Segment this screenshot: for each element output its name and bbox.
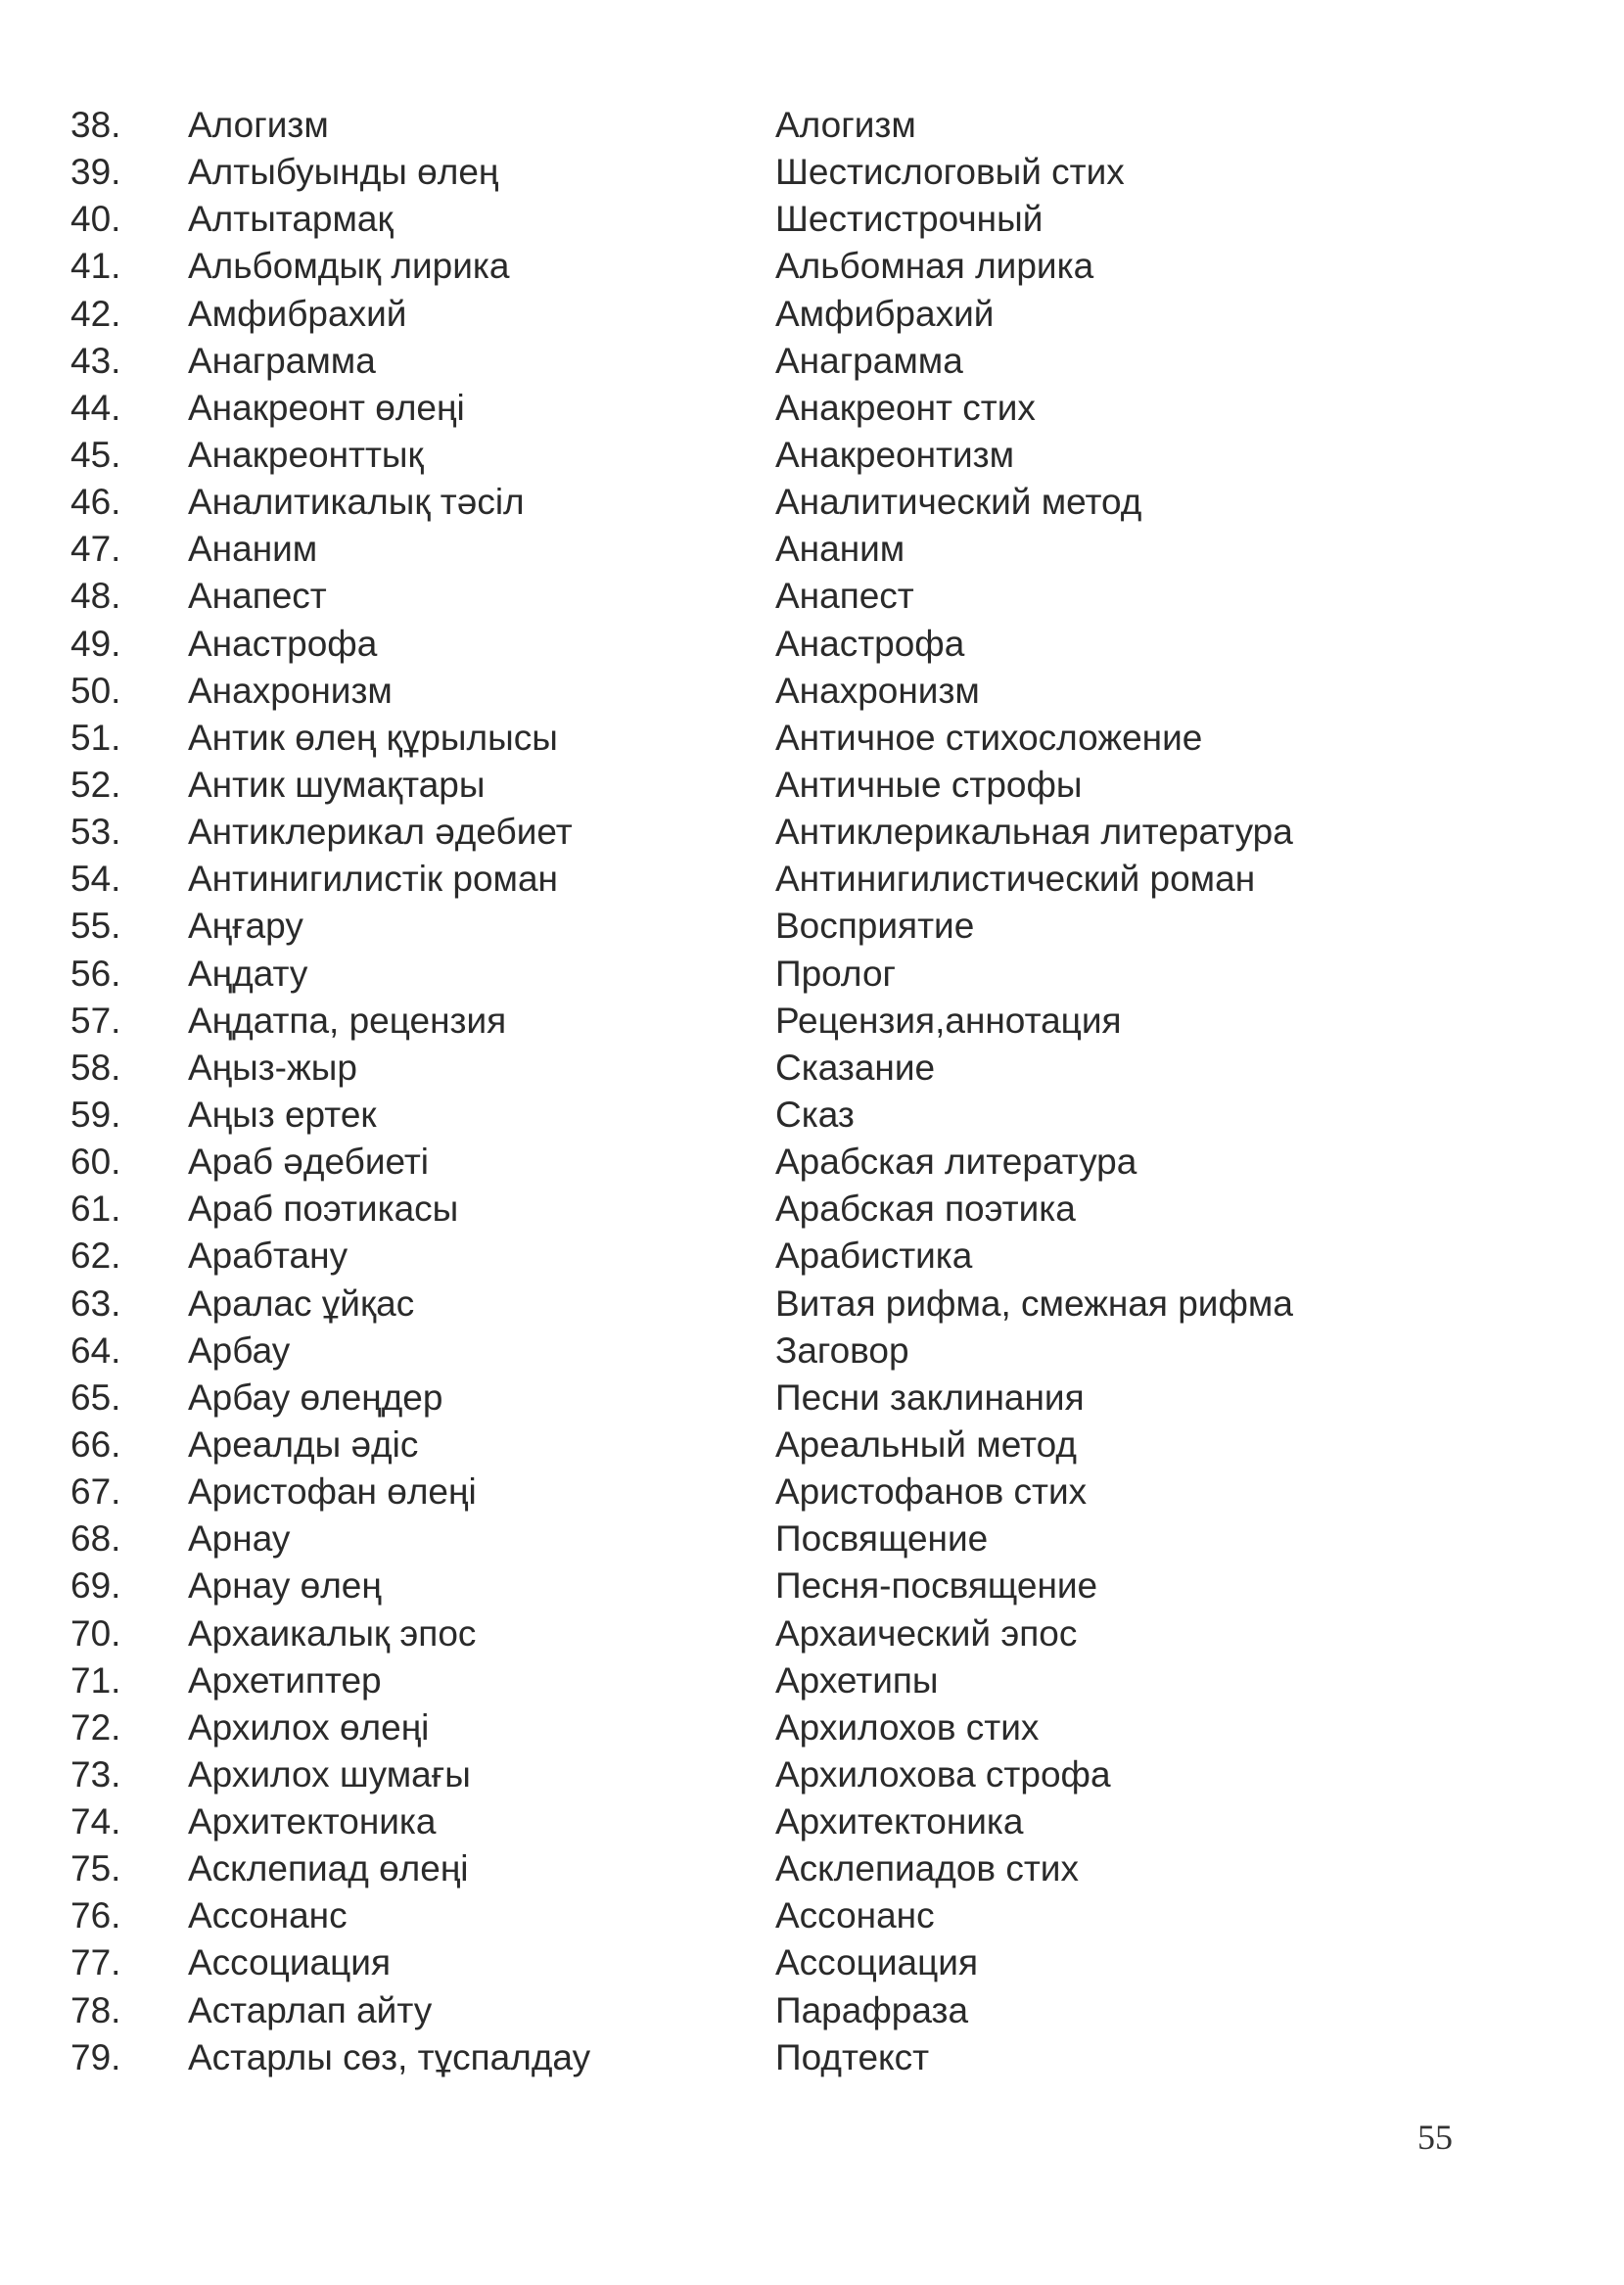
russian-term: Песня-посвящение (775, 1565, 1098, 1607)
kazakh-term: Аңғару (188, 906, 303, 947)
entry-number: 73. (70, 1753, 121, 1795)
glossary-entry (70, 291, 1382, 338)
glossary-list (70, 102, 1382, 2081)
entry-number: 64. (70, 1329, 121, 1371)
glossary-entry (70, 1328, 1382, 1375)
glossary-entry (70, 1562, 1382, 1609)
russian-term: Архетипы (775, 1659, 939, 1701)
kazakh-term: Антиклерикал әдебиет (188, 812, 573, 853)
glossary-entry (70, 102, 1382, 149)
kazakh-term: Амфибрахий (188, 293, 407, 334)
entry-number: 67. (70, 1471, 121, 1513)
kazakh-term: Архилох өлеңі (188, 1706, 430, 1748)
kazakh-term: Аңдатпа, рецензия (188, 1000, 507, 1041)
kazakh-term: Арбау өлеңдер (188, 1376, 443, 1418)
entry-number: 60. (70, 1142, 121, 1183)
kazakh-term: Ассонанс (188, 1895, 348, 1936)
glossary-entry (70, 903, 1382, 950)
kazakh-term: Астарлап айту (188, 1989, 433, 2030)
kazakh-term: Асклепиад өлеңі (188, 1848, 469, 1889)
glossary-entry (70, 1939, 1382, 1986)
kazakh-term: Архаикалық эпос (188, 1612, 477, 1654)
glossary-entry (70, 573, 1382, 620)
entry-number: 78. (70, 1989, 121, 2030)
entry-number: 53. (70, 812, 121, 853)
kazakh-term: Антик шумақтары (188, 764, 486, 805)
kazakh-term: Аңыз ертек (188, 1094, 377, 1135)
glossary-entry (70, 1892, 1382, 1939)
russian-term: Восприятие (775, 906, 975, 947)
glossary-entry (70, 479, 1382, 526)
russian-term: Анахронизм (775, 670, 980, 711)
entry-number: 54. (70, 859, 121, 900)
kazakh-term: Алтыбуынды өлең (188, 152, 499, 193)
kazakh-term: Арбау (188, 1329, 291, 1371)
kazakh-term: Ареалды әдіс (188, 1423, 419, 1465)
entry-number: 68. (70, 1518, 121, 1560)
entry-number: 62. (70, 1236, 121, 1277)
russian-term: Амфибрахий (775, 293, 995, 334)
russian-term: Парафраза (775, 1989, 969, 2030)
entry-number: 39. (70, 152, 121, 193)
entry-number: 47. (70, 529, 121, 570)
glossary-entry (70, 1751, 1382, 1798)
russian-term: Антиклерикальная литература (775, 812, 1293, 853)
russian-term: Аристофанов стих (775, 1471, 1088, 1513)
glossary-entry (70, 998, 1382, 1045)
glossary-entry (70, 809, 1382, 856)
russian-term: Арабская литература (775, 1142, 1137, 1183)
kazakh-term: Антинигилистік роман (188, 859, 558, 900)
russian-term: Подтекст (775, 2036, 930, 2077)
entry-number: 57. (70, 1000, 121, 1041)
glossary-entry (70, 1845, 1382, 1892)
russian-term: Аналитический метод (775, 482, 1142, 523)
russian-term: Арабистика (775, 1236, 973, 1277)
glossary-entry (70, 1657, 1382, 1704)
russian-term: Анастрофа (775, 623, 965, 664)
kazakh-term: Аңдату (188, 953, 308, 994)
glossary-entry (70, 856, 1382, 903)
russian-term: Анапест (775, 576, 914, 617)
russian-term: Архаический эпос (775, 1612, 1078, 1654)
kazakh-term: Аралас ұйқас (188, 1282, 415, 1324)
glossary-entry (70, 526, 1382, 573)
glossary-entry (70, 385, 1382, 432)
russian-term: Ассоциация (775, 1942, 979, 1983)
kazakh-term: Анастрофа (188, 623, 378, 664)
russian-term: Архитектоника (775, 1801, 1024, 1842)
glossary-entry (70, 338, 1382, 385)
russian-term: Песни заклинания (775, 1376, 1085, 1418)
kazakh-term: Арнау өлең (188, 1565, 382, 1607)
glossary-entry (70, 432, 1382, 479)
entry-number: 69. (70, 1565, 121, 1607)
kazakh-term: Антик өлең құрылысы (188, 717, 558, 758)
glossary-entry (70, 2034, 1382, 2081)
entry-number: 63. (70, 1282, 121, 1324)
kazakh-term: Анакреонттық (188, 434, 424, 475)
entry-number: 38. (70, 105, 121, 145)
russian-term: Асклепиадов стих (775, 1848, 1079, 1889)
entry-number: 48. (70, 576, 121, 617)
entry-number: 40. (70, 199, 121, 240)
kazakh-term: Архилох шумағы (188, 1753, 471, 1795)
glossary-entry (70, 1798, 1382, 1845)
kazakh-term: Анапест (188, 576, 327, 617)
glossary-entry (70, 668, 1382, 715)
entry-number: 50. (70, 670, 121, 711)
kazakh-term: Араб поэтикасы (188, 1189, 459, 1230)
entry-number: 77. (70, 1942, 121, 1983)
glossary-entry (70, 1469, 1382, 1516)
kazakh-term: Ананим (188, 529, 318, 570)
glossary-entry (70, 1045, 1382, 1092)
glossary-entry (70, 1092, 1382, 1139)
glossary-entry (70, 762, 1382, 809)
entry-number: 58. (70, 1047, 121, 1088)
russian-term: Ананим (775, 529, 905, 570)
entry-number: 44. (70, 387, 121, 428)
entry-number: 41. (70, 246, 121, 287)
glossary-entry (70, 243, 1382, 290)
kazakh-term: Аристофан өлеңі (188, 1471, 477, 1513)
glossary-entry (70, 1186, 1382, 1233)
russian-term: Витая рифма, смежная рифма (775, 1282, 1293, 1324)
glossary-entry (70, 1610, 1382, 1657)
russian-term: Пролог (775, 953, 897, 994)
kazakh-term: Алтытармақ (188, 199, 394, 240)
russian-term: Посвящение (775, 1518, 989, 1560)
russian-term: Античные строфы (775, 764, 1083, 805)
kazakh-term: Анакреонт өлеңі (188, 387, 465, 428)
entry-number: 65. (70, 1376, 121, 1418)
glossary-entry (70, 1422, 1382, 1469)
kazakh-term: Астарлы сөз, тұспалдау (188, 2036, 591, 2077)
entry-number: 45. (70, 434, 121, 475)
glossary-entry (70, 715, 1382, 762)
entry-number: 55. (70, 906, 121, 947)
russian-term: Антинигилистический роман (775, 859, 1256, 900)
russian-term: Алогизм (775, 105, 916, 145)
glossary-entry (70, 951, 1382, 998)
kazakh-term: Аңыз-жыр (188, 1047, 357, 1088)
russian-term: Ареальный метод (775, 1423, 1077, 1465)
russian-term: Архилохова строфа (775, 1753, 1111, 1795)
glossary-entry (70, 621, 1382, 668)
kazakh-term: Анахронизм (188, 670, 393, 711)
entry-number: 76. (70, 1895, 121, 1936)
entry-number: 46. (70, 482, 121, 523)
glossary-entry (70, 1516, 1382, 1562)
russian-term: Арабская поэтика (775, 1189, 1076, 1230)
russian-term: Рецензия,аннотация (775, 1000, 1122, 1041)
glossary-entry (70, 196, 1382, 243)
russian-term: Ассонанс (775, 1895, 935, 1936)
russian-term: Заговор (775, 1329, 909, 1371)
kazakh-term: Альбомдық лирика (188, 246, 510, 287)
russian-term: Шестислоговый стих (775, 152, 1125, 193)
entry-number: 71. (70, 1659, 121, 1701)
kazakh-term: Архетиптер (188, 1659, 382, 1701)
entry-number: 61. (70, 1189, 121, 1230)
kazakh-term: Алогизм (188, 105, 329, 145)
russian-term: Анакреонтизм (775, 434, 1015, 475)
entry-number: 52. (70, 764, 121, 805)
russian-term: Архилохов стих (775, 1706, 1040, 1748)
kazakh-term: Араб әдебиеті (188, 1142, 430, 1183)
entry-number: 42. (70, 293, 121, 334)
glossary-entry (70, 1987, 1382, 2034)
kazakh-term: Архитектоника (188, 1801, 437, 1842)
russian-term: Сказ (775, 1094, 855, 1135)
russian-term: Шестистрочный (775, 199, 1044, 240)
kazakh-term: Аналитикалық тәсіл (188, 482, 525, 523)
entry-number: 56. (70, 953, 121, 994)
russian-term: Альбомная лирика (775, 246, 1094, 287)
glossary-entry (70, 1233, 1382, 1280)
russian-term: Античное стихосложение (775, 717, 1203, 758)
russian-term: Анакреонт стих (775, 387, 1036, 428)
entry-number: 79. (70, 2036, 121, 2077)
glossary-entry (70, 1375, 1382, 1422)
russian-term: Анаграмма (775, 340, 963, 381)
glossary-entry (70, 1704, 1382, 1751)
entry-number: 75. (70, 1848, 121, 1889)
kazakh-term: Арнау (188, 1518, 291, 1560)
glossary-entry (70, 1139, 1382, 1186)
page-number: 55 (1417, 2118, 1453, 2157)
entry-number: 72. (70, 1706, 121, 1748)
glossary-entry (70, 1281, 1382, 1328)
kazakh-term: Ассоциация (188, 1942, 392, 1983)
entry-number: 59. (70, 1094, 121, 1135)
kazakh-term: Арабтану (188, 1236, 348, 1277)
entry-number: 74. (70, 1801, 121, 1842)
entry-number: 70. (70, 1612, 121, 1654)
kazakh-term: Анаграмма (188, 340, 376, 381)
entry-number: 66. (70, 1423, 121, 1465)
glossary-entry (70, 149, 1382, 196)
russian-term: Сказание (775, 1047, 936, 1088)
entry-number: 43. (70, 340, 121, 381)
entry-number: 49. (70, 623, 121, 664)
entry-number: 51. (70, 717, 121, 758)
